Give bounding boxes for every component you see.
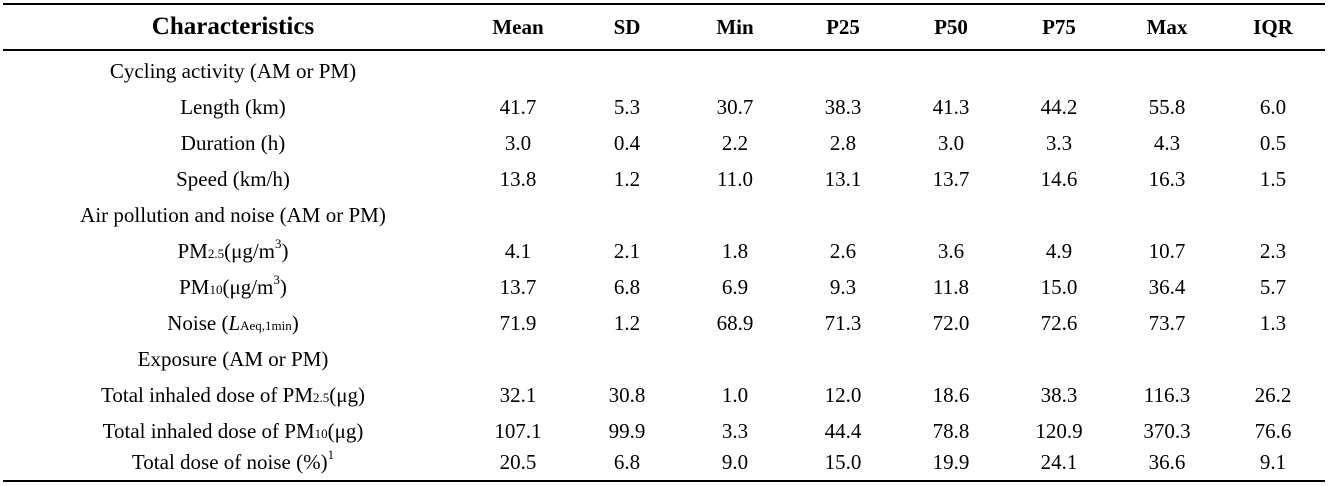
- cell-min: 6.9: [721, 274, 749, 299]
- cell-iqr: 0.5: [1259, 130, 1287, 155]
- cell-min: 1.8: [721, 238, 749, 263]
- section-row: [3, 341, 1325, 377]
- cell-p25: 12.0: [824, 382, 862, 407]
- header-rule: [3, 49, 1325, 51]
- cell-max: 36.6: [1148, 449, 1186, 474]
- section-label: Cycling activity (AM or PM): [109, 58, 357, 83]
- cell-min: 9.0: [721, 449, 749, 474]
- cell-max: 73.7: [1148, 310, 1186, 335]
- header-sd: SD: [613, 14, 641, 39]
- cell-max: 55.8: [1148, 94, 1186, 119]
- cell-mean: 32.1: [499, 382, 537, 407]
- cell-p50: 72.0: [932, 310, 970, 335]
- cell-sd: 2.1: [613, 238, 641, 263]
- row-label: Duration (h): [180, 130, 286, 155]
- row-label: Total dose of noise (%) $^1$: [131, 447, 335, 474]
- table-row: [3, 444, 1325, 480]
- cell-p50: 11.8: [933, 274, 969, 299]
- cell-sd: 99.9: [608, 418, 646, 443]
- cell-p25: 71.3: [824, 310, 862, 335]
- cell-max: 4.3: [1153, 130, 1181, 155]
- cell-mean: 13.7: [499, 274, 537, 299]
- cell-sd: 6.8: [613, 274, 641, 299]
- header-max: Max: [1146, 14, 1188, 39]
- cell-max: 116.3: [1143, 382, 1191, 407]
- header-p50: P50: [934, 14, 968, 39]
- cell-p25: 15.0: [824, 449, 862, 474]
- cell-p25: 38.3: [824, 94, 862, 119]
- cell-p50: 19.9: [932, 449, 970, 474]
- cell-sd: 30.8: [608, 382, 646, 407]
- statistics-table: [3, 3, 1325, 482]
- row-label: PM $_{2.5}$ (μg/m $^3$ ): [177, 236, 289, 263]
- cell-sd: 1.2: [613, 166, 641, 191]
- row-label: Noise ( L $_{Aeq,1min}$ ): [167, 310, 299, 335]
- cell-max: 10.7: [1148, 238, 1186, 263]
- cell-mean: 13.8: [499, 166, 537, 191]
- cell-iqr: 1.3: [1259, 310, 1287, 335]
- cell-mean: 4.1: [504, 238, 532, 263]
- cell-min: 30.7: [716, 94, 754, 119]
- cell-min: 68.9: [716, 310, 754, 335]
- cell-mean: 71.9: [499, 310, 537, 335]
- cell-p25: 44.4: [824, 418, 862, 443]
- header-p75: P75: [1042, 14, 1076, 39]
- header-characteristics: Characteristics: [151, 13, 315, 40]
- row-label: Total inhaled dose of PM $_{2.5}$ (μg): [101, 382, 365, 407]
- cell-mean: 20.5: [499, 449, 537, 474]
- cell-min: 11.0: [717, 166, 753, 191]
- cell-mean: 107.1: [494, 418, 542, 443]
- cell-min: 2.2: [721, 130, 749, 155]
- cell-p50: 3.6: [937, 238, 965, 263]
- row-label: Length (km): [180, 94, 286, 119]
- cell-min: 1.0: [721, 382, 749, 407]
- cell-sd: 0.4: [613, 130, 641, 155]
- cell-p25: 2.6: [829, 238, 857, 263]
- cell-iqr: 6.0: [1259, 94, 1287, 119]
- cell-p50: 3.0: [937, 130, 965, 155]
- cell-p50: 41.3: [932, 94, 970, 119]
- cell-sd: 6.8: [613, 449, 641, 474]
- cell-p50: 18.6: [932, 382, 970, 407]
- header-min: Min: [716, 14, 754, 39]
- section-row: [3, 53, 1325, 89]
- table-row: [3, 269, 1325, 305]
- cell-p75: 3.3: [1045, 130, 1073, 155]
- table-bottom-rule: [3, 480, 1325, 482]
- cell-iqr: 2.3: [1259, 238, 1287, 263]
- cell-p75: 120.9: [1035, 418, 1083, 443]
- table-row: [3, 161, 1325, 197]
- cell-mean: 41.7: [499, 94, 537, 119]
- cell-p75: 44.2: [1040, 94, 1078, 119]
- cell-p25: 2.8: [829, 130, 857, 155]
- cell-p75: 38.3: [1040, 382, 1078, 407]
- cell-iqr: 9.1: [1259, 449, 1287, 474]
- cell-p50: 78.8: [932, 418, 970, 443]
- cell-p75: 15.0: [1040, 274, 1078, 299]
- cell-p75: 24.1: [1040, 449, 1078, 474]
- row-label: Total inhaled dose of PM $_{10}$ (μg): [102, 418, 364, 443]
- cell-mean: 3.0: [504, 130, 532, 155]
- cell-sd: 5.3: [613, 94, 641, 119]
- header-mean: Mean: [492, 14, 544, 39]
- cell-p25: 9.3: [829, 274, 857, 299]
- table-row: [3, 377, 1325, 413]
- table-row: [3, 125, 1325, 161]
- cell-iqr: 5.7: [1259, 274, 1287, 299]
- cell-max: 370.3: [1143, 418, 1191, 443]
- table-row: [3, 233, 1325, 269]
- cell-p25: 13.1: [824, 166, 862, 191]
- cell-p75: 14.6: [1040, 166, 1078, 191]
- header-iqr: IQR: [1253, 14, 1293, 39]
- cell-p50: 13.7: [932, 166, 970, 191]
- cell-max: 16.3: [1148, 166, 1186, 191]
- cell-iqr: 76.6: [1254, 418, 1292, 443]
- cell-p75: 72.6: [1040, 310, 1078, 335]
- cell-iqr: 26.2: [1254, 382, 1292, 407]
- section-row: [3, 197, 1325, 233]
- cell-min: 3.3: [721, 418, 749, 443]
- row-label: PM $_{10}$ (μg/m $^3$ ): [179, 272, 287, 299]
- cell-p75: 4.9: [1045, 238, 1073, 263]
- cell-iqr: 1.5: [1259, 166, 1287, 191]
- header-p25: P25: [826, 14, 860, 39]
- section-label: Exposure (AM or PM): [137, 346, 329, 371]
- cell-max: 36.4: [1148, 274, 1186, 299]
- row-label: Speed (km/h): [176, 166, 290, 191]
- table-row: [3, 305, 1325, 341]
- cell-sd: 1.2: [613, 310, 641, 335]
- section-label: Air pollution and noise (AM or PM): [80, 202, 386, 227]
- table-row: [3, 89, 1325, 125]
